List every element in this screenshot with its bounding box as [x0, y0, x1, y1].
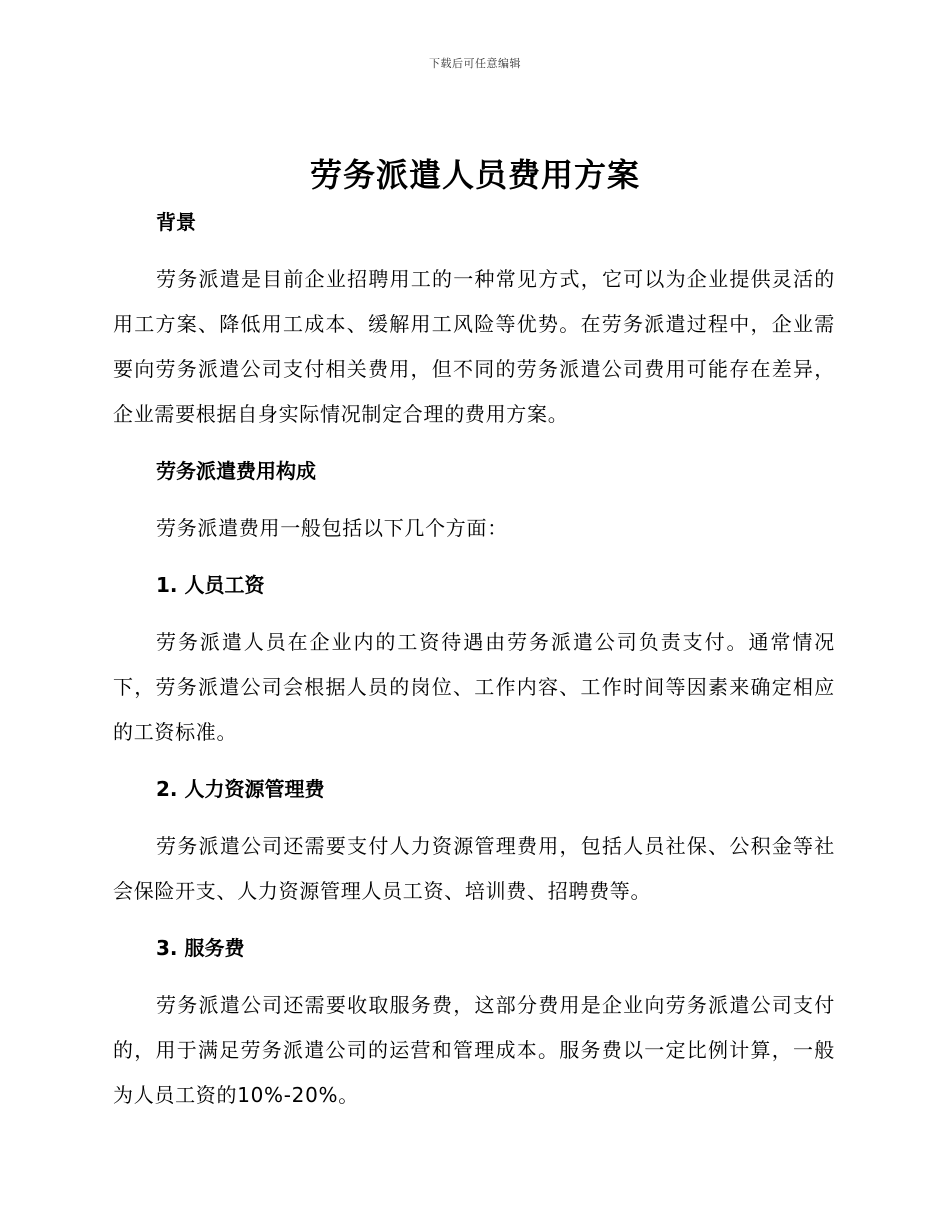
paragraph-background: 劳务派遣是目前企业招聘用工的一种常见方式，它可以为企业提供灵活的用工方案、降低用工成本、缓解用工风险等优势。在劳务派遣过程中，企业需要向劳务派遣公司支付相关费用，但不同的劳务派遣公司费用可能存在差异，企业需要根据自身实际情况制定合理的费用方案。 [113, 267, 835, 426]
section-heading-item2: 2. 人力资源管理费 [156, 777, 325, 801]
section-heading-composition: 劳务派遣费用构成 [156, 459, 316, 483]
paragraph-composition-intro: 劳务派遣费用一般包括以下几个方面： [156, 516, 508, 540]
page-header-note: 下载后可任意编辑 [429, 57, 521, 70]
paragraph-item2: 劳务派遣公司还需要支付人力资源管理费用，包括人员社保、公积金等社会保险开支、人力资源管理人员工资、培训费、招聘费等。 [113, 834, 835, 903]
section-heading-item3: 3. 服务费 [156, 936, 245, 960]
section-heading-background: 背景 [156, 210, 196, 234]
paragraph-item1: 劳务派遣人员在企业内的工资待遇由劳务派遣公司负责支付。通常情况下，劳务派遣公司会根据人员的岗位、工作内容、工作时间等因素来确定相应的工资标准。 [113, 630, 835, 744]
paragraph-item3: 劳务派遣公司还需要收取服务费，这部分费用是企业向劳务派遣公司支付的，用于满足劳务派遣公司的运营和管理成本。服务费以一定比例计算，一般为人员工资的10%-20%。 [113, 993, 835, 1107]
document-body [113, 200, 835, 1118]
section-heading-item1: 1. 人员工资 [156, 573, 265, 597]
document-title: 劳务派遣人员费用方案 [309, 156, 640, 194]
